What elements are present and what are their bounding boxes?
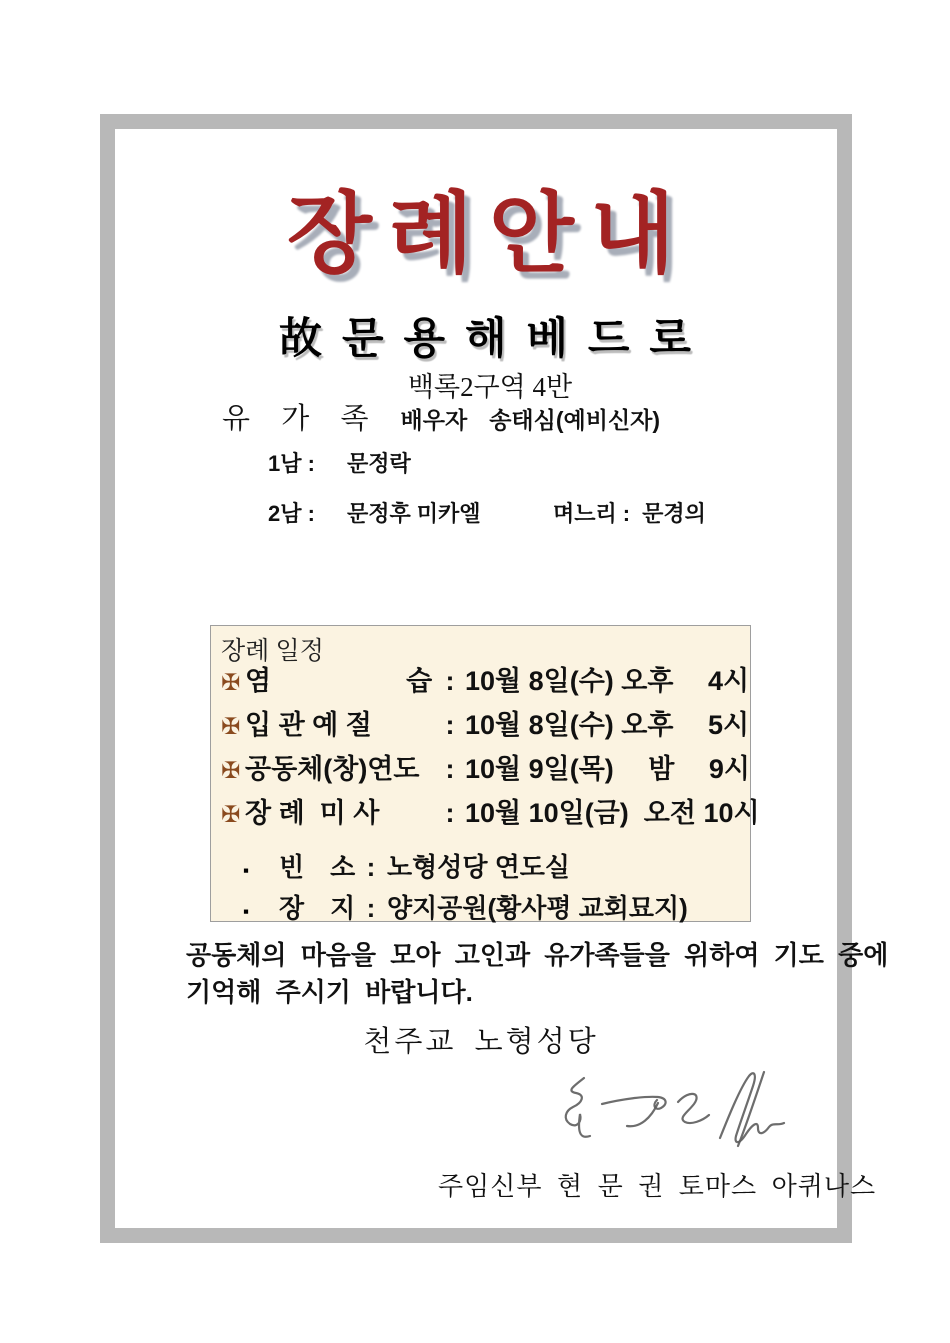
maltese-cross-icon: ✠ <box>221 713 241 739</box>
daughter-in-law-name: 문경의 <box>642 501 706 526</box>
maltese-cross-icon: ✠ <box>221 757 241 783</box>
schedule-row-mass <box>221 798 760 829</box>
spouse-name: 송태심(예비신자) <box>489 407 661 433</box>
first-son-name: 문정락 <box>346 451 411 476</box>
pastor-name-line: 주임신부 현 문 권 토마스 아퀴나스 <box>438 1172 877 1201</box>
first-son-relation-label: 1남 : <box>268 451 315 476</box>
schedule-row-datetime: 10월 10일(금) 오전 10시 <box>465 798 760 828</box>
second-son-row <box>268 497 706 528</box>
church-name: 천주교 노형성당 <box>363 1026 599 1058</box>
schedule-row-label: 공동체(창)연도 <box>245 754 420 784</box>
location-row-value: 노형성당 연도실 <box>387 852 571 882</box>
schedule-row-label: 염 습 <box>245 666 433 696</box>
schedule-row-ipgwan <box>221 710 749 741</box>
second-son-name: 문정후 미카엘 <box>346 501 481 526</box>
daughter-in-law-relation-label: 며느리 : <box>552 501 631 526</box>
burial-site-row <box>243 894 688 924</box>
family-section-label: 유 가 족 <box>222 403 381 435</box>
funeral-schedule-box <box>210 625 760 923</box>
parish-district-line: 백록2구역 4반 <box>407 372 573 402</box>
deceased-name: 故 문 용 해 베 드 로 <box>279 315 695 363</box>
closing-message-line2: 기억해 주시기 바랍니다. <box>186 977 473 1007</box>
schedule-row-datetime: 10월 9일(목) 밤 9시 <box>465 754 750 784</box>
location-row-separator: : <box>366 852 376 882</box>
first-son-row <box>268 447 411 478</box>
schedule-title: 장례 일정 <box>221 638 324 665</box>
schedule-row-separator: : <box>445 798 455 828</box>
spouse-relation-label: 배우자 <box>400 407 468 433</box>
schedule-row-label: 장 례 미 사 <box>245 798 380 828</box>
schedule-row-label: 입 관 예 절 <box>245 710 372 740</box>
second-son-relation-label: 2남 : <box>268 501 315 526</box>
family-spouse-row <box>222 402 660 435</box>
location-row-separator: : <box>366 893 376 923</box>
location-row-value: 양지공원(황사평 교회묘지) <box>387 893 688 923</box>
funeral-notice-title: 장례안내 <box>286 184 692 283</box>
location-row-label: 장 지 <box>279 893 356 923</box>
maltese-cross-icon: ✠ <box>221 669 241 695</box>
schedule-row-separator: : <box>445 666 455 696</box>
schedule-row-yeondo <box>221 754 750 785</box>
schedule-row-datetime: 10월 8일(수) 오후 4시 <box>465 666 750 696</box>
closing-message-line1: 공동체의 마음을 모아 고인과 유가족들을 위하여 기도 중에 <box>186 940 889 970</box>
square-bullet-icon: ▪ <box>243 902 250 921</box>
maltese-cross-icon: ✠ <box>221 801 241 827</box>
schedule-row-separator: : <box>445 754 455 784</box>
pastor-signature <box>550 1066 800 1171</box>
location-row-label: 빈 소 <box>279 852 356 882</box>
schedule-row-datetime: 10월 8일(수) 오후 5시 <box>465 710 750 740</box>
mortuary-location-row <box>243 853 570 883</box>
schedule-row-yeomseup <box>221 666 749 697</box>
square-bullet-icon: ▪ <box>243 861 250 880</box>
schedule-row-separator: : <box>445 710 455 740</box>
